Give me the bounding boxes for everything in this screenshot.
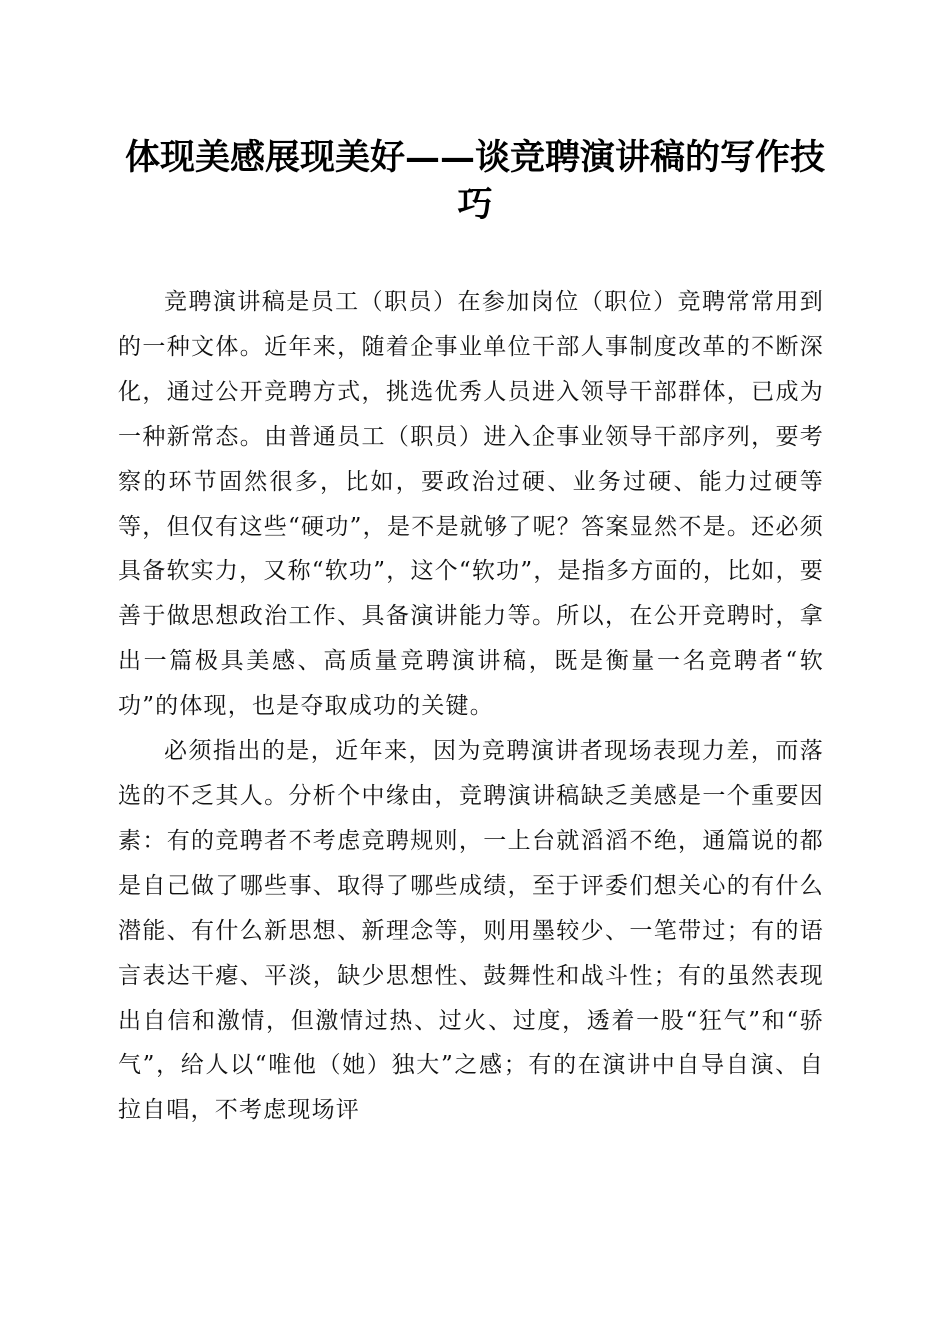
paragraph-1: 竞聘演讲稿是员工（职员）在参加岗位（职位）竞聘常常用到的一种文体。近年来，随着企事业单位干部人事制度改革的不断深化，通过公开竞聘方式，挑选优秀人员进入领导干部群体，已成为一种新常态。由普通员工（职员）进入企事业领导干部序列，要考察的环节固然很多，比如，要政治过硬、业务过硬、能力过硬等等，但仅有这些“硬功”，是不是就够了呢？答案显然不是。还必须具备软实力，又称“软功”，这个“软功”，是指多方面的，比如，要善于做思想政治工作、具备演讲能力等。所以，在公开竞聘时，拿出一篇极具美感、高质量竞聘演讲稿，既是衡量一名竞聘者“软功”的体现，也是夺取成功的关键。 [118, 289, 824, 720]
page-title: 体现美感展现美好——谈竞聘演讲稿的写作技巧 [124, 137, 825, 225]
document-body [118, 280, 824, 1133]
paragraph-2: 必须指出的是，近年来，因为竞聘演讲者现场表现力差，而落选的不乏其人。分析个中缘由，竞聘演讲稿缺乏美感是一个重要因素：有的竞聘者不考虑竞聘规则，一上台就滔滔不绝，通篇说的都是自己做了哪些事、取得了哪些成绩，至于评委们想关心的有什么潜能、有什么新思想、新理念等，则用墨较少、一笔带过；有的语言表达干瘪、平淡，缺少思想性、鼓舞性和战斗性；有的虽然表现出自信和激情，但激情过热、过火、过度，透着一股“狂气”和“骄气”，给人以“唯他（她）独大”之感；有的在演讲中自导自演、自拉自唱，不考虑现场评 [118, 738, 824, 1124]
